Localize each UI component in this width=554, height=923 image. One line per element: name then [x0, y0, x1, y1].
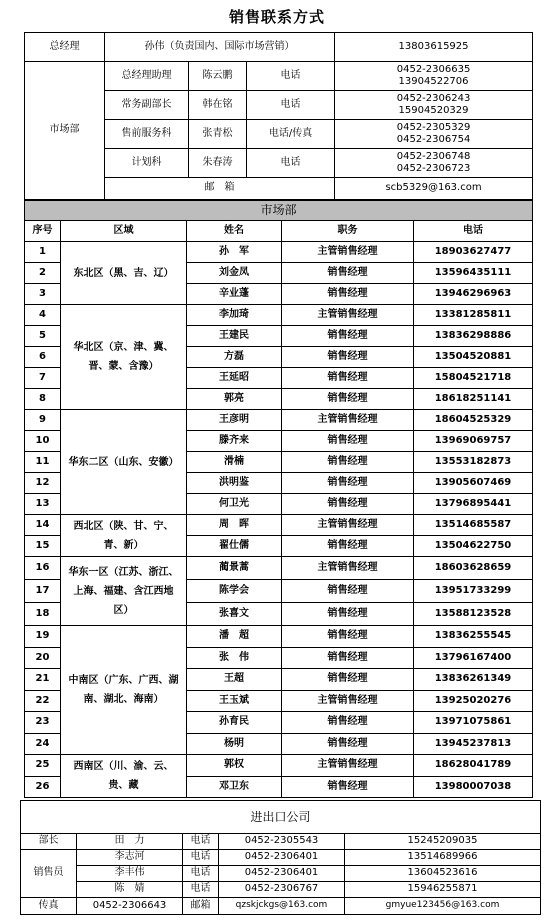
- contact-name: 陈云鹏: [189, 62, 247, 91]
- person-phone: 18628041789: [414, 755, 533, 777]
- person-name: 蔺景蒿: [187, 557, 282, 580]
- io-fax-value: 0452-2306643: [77, 898, 183, 915]
- person-name: 郭亮: [187, 389, 282, 410]
- person-title: 销售经理: [282, 580, 414, 603]
- person-phone: 13980007038: [414, 777, 533, 798]
- contact-phones: [335, 91, 533, 120]
- person-phone: 18604525329: [414, 410, 533, 431]
- person-title: 销售经理: [282, 712, 414, 734]
- person-phone: 13836298886: [414, 326, 533, 347]
- person-phone: 13381285811: [414, 305, 533, 326]
- contact-name: 韩在铭: [189, 91, 247, 120]
- person-phone: 13925020276: [414, 691, 533, 712]
- row-number: 11: [25, 452, 61, 473]
- table-row: [25, 515, 533, 536]
- person-name: 何卫光: [187, 494, 282, 515]
- person-title: 主管销售经理: [282, 410, 414, 431]
- gm-value: 孙伟（负责国内、国际市场营销）: [105, 33, 335, 62]
- person-phone: 13951733299: [414, 580, 533, 603]
- person-title: 主管销售经理: [282, 242, 414, 263]
- phone-number: 0452-2305329: [396, 121, 471, 133]
- row-number: 22: [25, 691, 61, 712]
- table-row: [25, 755, 533, 777]
- person-phone: 13946296963: [414, 284, 533, 305]
- person-name: 潘 超: [187, 626, 282, 648]
- contact-name: 朱春涛: [189, 149, 247, 178]
- person-phone: 13836261349: [414, 669, 533, 691]
- io-sales-name: 李丰伟: [77, 866, 183, 882]
- io-email-label: 邮箱: [183, 898, 219, 915]
- person-title: 销售经理: [282, 536, 414, 557]
- row-number: 15: [25, 536, 61, 557]
- region-name: 华东二区（山东、安徽）: [61, 410, 187, 515]
- region-name: 华北区（京、津、冀、晋、蒙、含豫）: [61, 305, 187, 410]
- person-title: 销售经理: [282, 648, 414, 669]
- row-number: 18: [25, 603, 61, 626]
- person-name: 孙 军: [187, 242, 282, 263]
- person-title: 销售经理: [282, 494, 414, 515]
- person-title: 主管销售经理: [282, 305, 414, 326]
- row-number: 10: [25, 431, 61, 452]
- person-phone: 13836255545: [414, 626, 533, 648]
- row-number: 13: [25, 494, 61, 515]
- column-header: 区域: [61, 221, 187, 242]
- leadership-table: [24, 32, 533, 200]
- region-name: 东北区（黑、吉、辽）: [61, 242, 187, 305]
- column-header: 序号: [25, 221, 61, 242]
- phone-number: 0452-2306754: [396, 134, 471, 145]
- io-sales-name: 李志河: [77, 850, 183, 866]
- io-sales-type: 电话: [183, 882, 219, 898]
- person-name: 张喜文: [187, 603, 282, 626]
- io-head-name: 田 力: [77, 834, 183, 850]
- io-sales-tel: 0452-2306401: [219, 850, 345, 866]
- person-name: 王延昭: [187, 368, 282, 389]
- email-label: 邮 箱: [105, 178, 335, 200]
- person-name: 刘金凤: [187, 263, 282, 284]
- person-name: 滑楠: [187, 452, 282, 473]
- person-name: 翟仕儒: [187, 536, 282, 557]
- person-name: 王玉斌: [187, 691, 282, 712]
- person-title: 主管销售经理: [282, 515, 414, 536]
- market-section-title: 市场部: [25, 201, 533, 221]
- contact-role: 售前服务科: [105, 120, 189, 149]
- row-number: 1: [25, 242, 61, 263]
- contact-type: 电话: [247, 149, 335, 178]
- person-title: 销售经理: [282, 603, 414, 626]
- phone-number: 0452-2306243: [396, 92, 471, 104]
- row-number: 14: [25, 515, 61, 536]
- person-title: 销售经理: [282, 473, 414, 494]
- row-number: 3: [25, 284, 61, 305]
- io-sales-name: 陈 婧: [77, 882, 183, 898]
- email-value: scb5329@163.com: [335, 178, 533, 200]
- contact-phones: [335, 149, 533, 178]
- row-number: 2: [25, 263, 61, 284]
- person-phone: 13514685587: [414, 515, 533, 536]
- io-email-2: gmyue123456@163.com: [345, 898, 541, 915]
- io-head-mobile: 15245209035: [345, 834, 541, 850]
- row-number: 19: [25, 626, 61, 648]
- phone-number: 15904520329: [398, 105, 469, 116]
- io-sales-label: 销售员: [21, 850, 77, 898]
- person-name: 陈学会: [187, 580, 282, 603]
- io-sales-mobile: 13514689966: [345, 850, 541, 866]
- market-label: 市场部: [25, 62, 105, 200]
- person-name: 王建民: [187, 326, 282, 347]
- person-phone: 18603628659: [414, 557, 533, 580]
- table-row: [25, 242, 533, 263]
- row-number: 20: [25, 648, 61, 669]
- io-sales-type: 电话: [183, 866, 219, 882]
- person-title: 销售经理: [282, 777, 414, 798]
- table-row: [25, 410, 533, 431]
- person-title: 销售经理: [282, 669, 414, 691]
- person-name: 滕齐来: [187, 431, 282, 452]
- person-name: 周 晖: [187, 515, 282, 536]
- person-phone: 13504622750: [414, 536, 533, 557]
- person-name: 王超: [187, 669, 282, 691]
- person-name: 邓卫东: [187, 777, 282, 798]
- person-title: 销售经理: [282, 734, 414, 755]
- person-phone: 13796895441: [414, 494, 533, 515]
- column-header: 职务: [282, 221, 414, 242]
- person-title: 主管销售经理: [282, 557, 414, 580]
- phone-number: 13904522706: [398, 76, 469, 87]
- io-sales-tel: 0452-2306401: [219, 866, 345, 882]
- io-section-title: 进出口公司: [21, 801, 541, 834]
- contact-phones: [335, 62, 533, 91]
- person-phone: 13971075861: [414, 712, 533, 734]
- gm-phone: 13803615925: [335, 33, 533, 62]
- person-title: 销售经理: [282, 284, 414, 305]
- person-phone: 13905607469: [414, 473, 533, 494]
- person-name: 杨明: [187, 734, 282, 755]
- person-phone: 13588123528: [414, 603, 533, 626]
- person-name: 王彦明: [187, 410, 282, 431]
- person-name: 辛业蓬: [187, 284, 282, 305]
- region-name: 华东一区（江苏、浙江、上海、福建、含江西地区）: [61, 557, 187, 626]
- person-name: 张 伟: [187, 648, 282, 669]
- io-sales-tel: 0452-2306767: [219, 882, 345, 898]
- row-number: 12: [25, 473, 61, 494]
- row-number: 24: [25, 734, 61, 755]
- io-sales-type: 电话: [183, 850, 219, 866]
- io-email-value: qzskjckgs@163.com: [219, 898, 345, 915]
- person-title: 主管销售经理: [282, 755, 414, 777]
- person-title: 销售经理: [282, 452, 414, 473]
- person-phone: 13969069757: [414, 431, 533, 452]
- contact-type: 电话/传真: [247, 120, 335, 149]
- person-title: 销售经理: [282, 626, 414, 648]
- contact-type: 电话: [247, 91, 335, 120]
- person-phone: 13796167400: [414, 648, 533, 669]
- person-title: 销售经理: [282, 263, 414, 284]
- io-sales-mobile: 13604523616: [345, 866, 541, 882]
- gm-label: 总经理: [25, 33, 105, 62]
- contact-name: 张青松: [189, 120, 247, 149]
- contact-phones: [335, 120, 533, 149]
- row-number: 16: [25, 557, 61, 580]
- person-title: 销售经理: [282, 347, 414, 368]
- person-phone: 13553182873: [414, 452, 533, 473]
- io-sales-mobile: 15946255871: [345, 882, 541, 898]
- person-name: 方磊: [187, 347, 282, 368]
- row-number: 5: [25, 326, 61, 347]
- page-title: 销售联系方式: [228, 8, 325, 26]
- io-fax-label: 传真: [21, 898, 77, 915]
- person-phone: 13945237813: [414, 734, 533, 755]
- person-name: 洪明鉴: [187, 473, 282, 494]
- person-name: 郭权: [187, 755, 282, 777]
- import-export-table: [20, 800, 541, 915]
- table-row: [25, 626, 533, 648]
- region-name: 西北区（陕、甘、宁、青、新）: [61, 515, 187, 557]
- io-head-tel: 0452-2305543: [219, 834, 345, 850]
- person-name: 孙育民: [187, 712, 282, 734]
- row-number: 17: [25, 580, 61, 603]
- region-name: 西南区（川、渝、云、贵、藏: [61, 755, 187, 798]
- io-head-type: 电话: [183, 834, 219, 850]
- person-title: 主管销售经理: [282, 691, 414, 712]
- person-phone: 18618251141: [414, 389, 533, 410]
- io-head-label: 部长: [21, 834, 77, 850]
- row-number: 26: [25, 777, 61, 798]
- phone-number: 0452-2306635: [396, 63, 471, 75]
- row-number: 23: [25, 712, 61, 734]
- person-title: 销售经理: [282, 431, 414, 452]
- column-header: 电话: [414, 221, 533, 242]
- person-phone: 13504520881: [414, 347, 533, 368]
- person-phone: 18903627477: [414, 242, 533, 263]
- table-row: [25, 305, 533, 326]
- region-name: 中南区（广东、广西、湖南、湖北、海南）: [61, 626, 187, 755]
- market-table: [24, 200, 533, 798]
- row-number: 9: [25, 410, 61, 431]
- table-row: [25, 557, 533, 580]
- row-number: 8: [25, 389, 61, 410]
- contact-role: 常务副部长: [105, 91, 189, 120]
- contact-role: 总经理助理: [105, 62, 189, 91]
- person-title: 销售经理: [282, 389, 414, 410]
- person-phone: 15804521718: [414, 368, 533, 389]
- person-phone: 13596435111: [414, 263, 533, 284]
- row-number: 4: [25, 305, 61, 326]
- contact-type: 电话: [247, 62, 335, 91]
- row-number: 21: [25, 669, 61, 691]
- person-title: 销售经理: [282, 326, 414, 347]
- column-header: 姓名: [187, 221, 282, 242]
- row-number: 7: [25, 368, 61, 389]
- row-number: 25: [25, 755, 61, 777]
- phone-number: 0452-2306748: [396, 150, 471, 162]
- person-name: 李加琦: [187, 305, 282, 326]
- phone-number: 0452-2306723: [396, 163, 471, 174]
- contact-role: 计划科: [105, 149, 189, 178]
- person-title: 销售经理: [282, 368, 414, 389]
- row-number: 6: [25, 347, 61, 368]
